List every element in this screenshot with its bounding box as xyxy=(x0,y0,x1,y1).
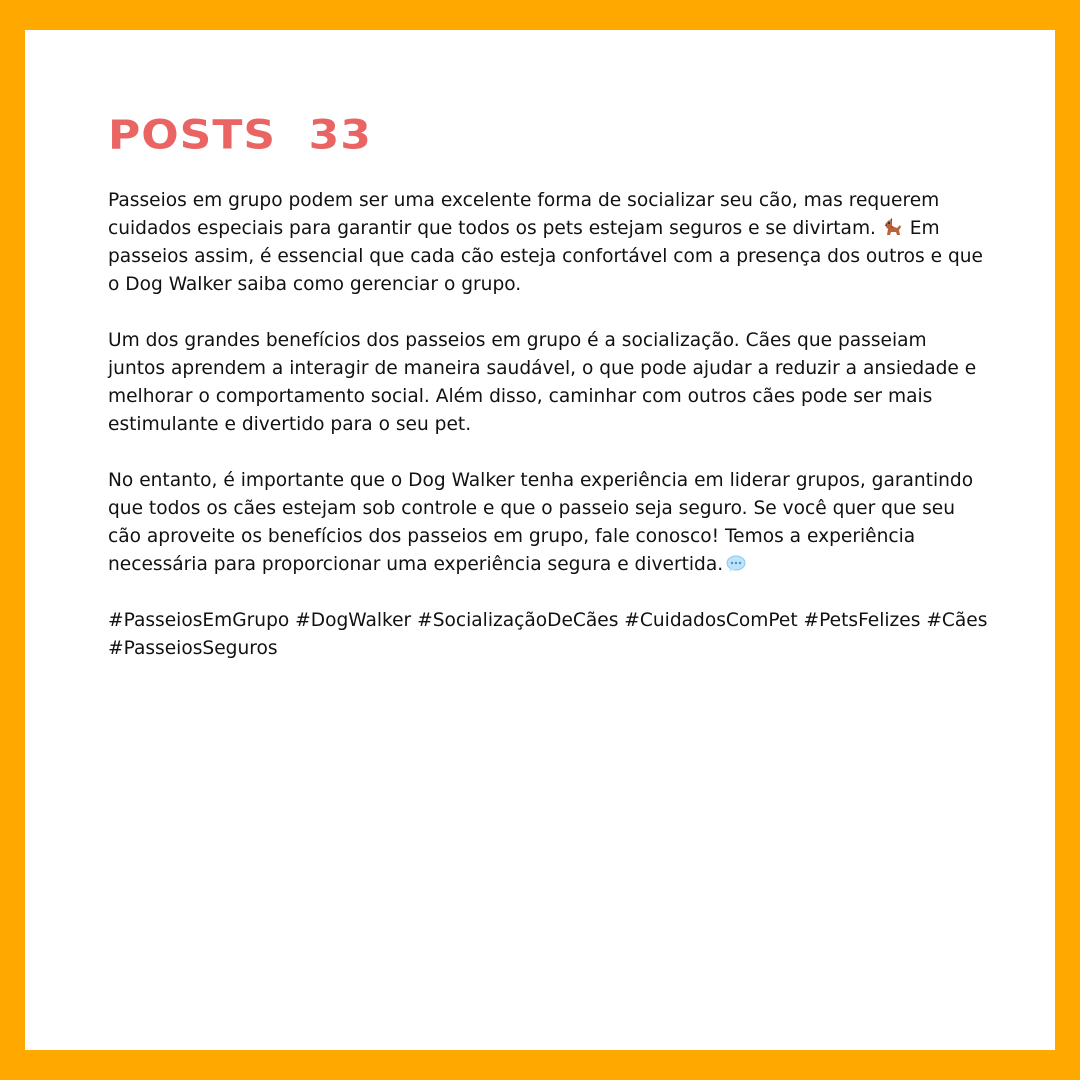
paragraph-experience-text: No entanto, é importante que o Dog Walker tenha experiência em liderar grupos, garantindo que todos os cães estejam sob controle e que o passeio seja seguro. Se você quer que seu cão aproveite os benefícios dos passeios em grupo, fale conosco! Temos a experiência necessária para proporcionar uma experiência segura e divertida. xyxy=(108,470,974,575)
paragraph-intro-text-start: Passeios em grupo podem ser uma excelente forma de socializar seu cão, mas requerem cuidados especiais para garantir que todos os pets estejam seguros e se divirtam. xyxy=(108,190,940,239)
paragraph-benefits: Um dos grandes benefícios dos passeios em grupo é a socialização. Cães que passeiam juntos aprendem a interagir de maneira saudável, o que pode ajudar a reduzir a ansiedade e melhorar o comportamento social. Além disso, caminhar com outros cães pode ser mais estimulante e divertido para o seu pet. xyxy=(108,330,977,435)
paragraph-experience xyxy=(108,467,988,579)
post-body xyxy=(108,187,988,691)
post-card xyxy=(25,30,1055,1050)
post-title: POSTS 33 xyxy=(108,111,372,159)
paragraph-intro-text-end: Em passeios assim, é essencial que cada cão esteja confortável com a presença dos outros e que o Dog Walker saiba como gerenciar o grupo. xyxy=(108,218,983,295)
speech-bubble-icon xyxy=(726,555,746,573)
dog-icon xyxy=(882,217,904,237)
paragraph-intro xyxy=(108,187,988,299)
hashtags: #PasseiosEmGrupo #DogWalker #SocializaçãoDeCães #CuidadosComPet #PetsFelizes #Cães #PasseiosSeguros xyxy=(108,610,988,659)
